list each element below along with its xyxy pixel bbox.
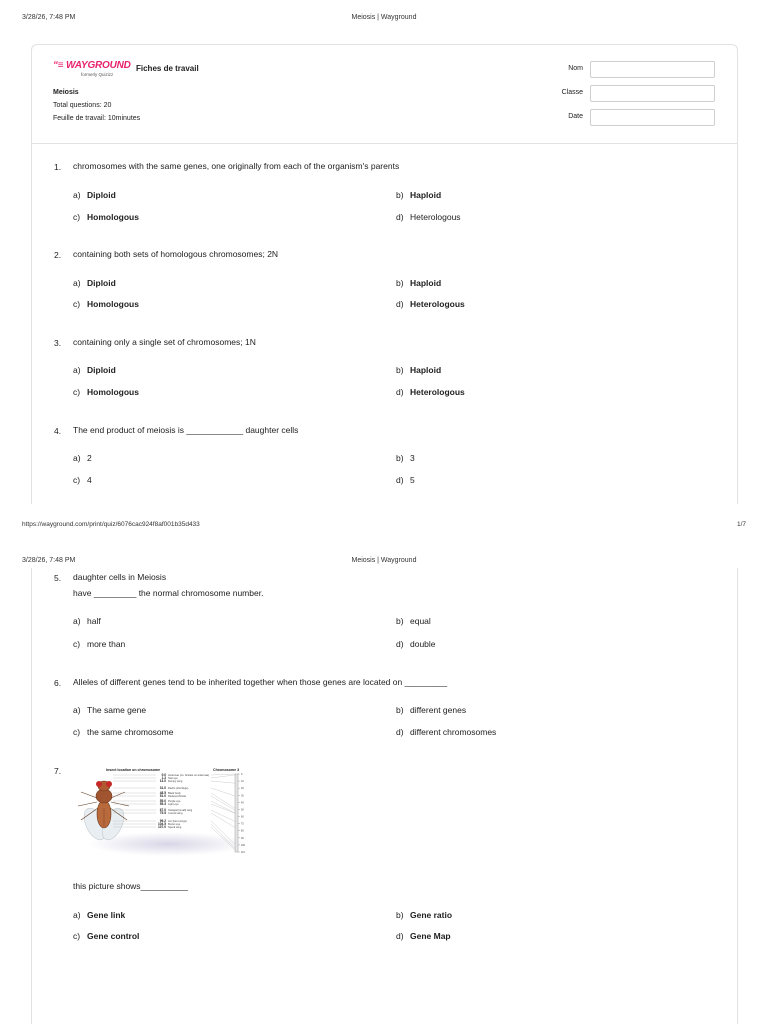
q2-option-a[interactable]: a) Diploid [73, 278, 116, 288]
gene-chromosome-link [211, 781, 235, 783]
gene-position: 107.0 [158, 825, 166, 829]
figure-title-left: Insect location on chromosome [106, 768, 161, 772]
q6-option-d[interactable]: d) different chromosomes [396, 727, 497, 737]
q4-option-c[interactable]: c) 4 [73, 475, 92, 485]
gene-label: Curved wing [168, 812, 183, 815]
wayground-logo [53, 60, 131, 77]
q1-option-d[interactable]: d) Heterologous [396, 212, 461, 222]
print-timestamp: 3/28/26, 7:48 PM [22, 14, 76, 21]
scale-label: 70 [241, 822, 244, 826]
print-url: https://wayground.com/print/quiz/6076cac924f8af001b35d433 [22, 521, 200, 528]
scale-label: 40 [241, 801, 244, 805]
q7-option-b[interactable]: b) Gene ratio [396, 910, 453, 920]
question-7-text: this picture shows__________ [73, 881, 188, 891]
total-questions: Total questions: 20 [53, 102, 112, 109]
q7-option-a[interactable]: a) Gene link [73, 910, 126, 920]
gene-label: Vestigial (small) wing [168, 809, 193, 812]
gene-label: Reduced bristle [168, 795, 187, 798]
q6-option-a[interactable]: a) The same gene [73, 705, 147, 715]
name-field[interactable] [590, 61, 715, 78]
q7-option-c[interactable]: c) Gene control [73, 931, 140, 941]
q2-option-b[interactable]: b) Haploid [396, 278, 442, 288]
scale-label: 80 [241, 829, 244, 833]
q1-option-b[interactable]: b) Haploid [396, 190, 442, 200]
worksheet-type: Fiches de travail [136, 64, 199, 73]
question-1-text: chromosomes with the same genes, one originally from each of the organism's parents [73, 161, 400, 171]
gene-map-figure [73, 764, 248, 859]
q3-option-b[interactable]: b) Haploid [396, 365, 442, 375]
gene-chromosome-link [211, 801, 235, 813]
gene-position: 55.0 [159, 799, 166, 803]
gene-chromosome-link [211, 813, 235, 828]
question-4-text: The end product of meiosis is ____________ daughter cells [73, 425, 299, 435]
gene-position: 31.0 [159, 786, 166, 790]
gene-label: Light eye [168, 803, 179, 806]
print-page-title-2: Meiosis | Wayground [351, 557, 417, 564]
scale-label: 110 [241, 851, 245, 854]
worksheet-header [31, 44, 738, 144]
gene-position: 13.0 [159, 779, 166, 783]
gene-position: 55.3 [159, 802, 166, 806]
gene-map-diagram [73, 764, 248, 859]
question-6-text: Alleles of different genes tend to be inherited together when those genes are located on _________ [73, 677, 448, 687]
q6-option-c[interactable]: c) the same chromosome [73, 727, 174, 737]
gene-label: Dumpy wing [168, 780, 183, 783]
figure-title-right: Chromosome 3 [213, 768, 240, 772]
gene-position: 48.5 [159, 791, 166, 795]
q2-option-d[interactable]: d) Heterologous [396, 299, 465, 309]
q3-option-d[interactable]: d) Heterologous [396, 387, 465, 397]
q1-option-a[interactable]: a) Diploid [73, 190, 116, 200]
logo-subtitle: formerly Quizizz [81, 72, 114, 77]
gene-label: Black body [168, 792, 181, 795]
worksheet-time: Feuille de travail: 10minutes [53, 115, 141, 122]
worksheet-title: Meiosis [53, 89, 79, 96]
q4-option-a[interactable]: a) 2 [73, 453, 92, 463]
gene-position: 75.5 [159, 811, 166, 815]
q7-option-d[interactable]: d) Gene Map [396, 931, 451, 941]
scale-label: 60 [241, 815, 244, 819]
class-label: Classe [561, 89, 583, 96]
date-field[interactable] [590, 109, 715, 126]
gene-chromosome-link [211, 793, 235, 808]
question-5-line-1: daughter cells in Meiosis [73, 572, 167, 582]
q5-option-a[interactable]: a) half [73, 616, 101, 626]
gene-position: 99.2 [159, 819, 166, 823]
question-2-number: 2. [54, 250, 62, 260]
gene-label: Brown eye [168, 823, 181, 826]
q4-option-b[interactable]: b) 3 [396, 453, 415, 463]
q6-option-b[interactable]: b) different genes [396, 705, 467, 715]
chromosome-bar [235, 774, 238, 852]
scale-label: 50 [241, 808, 244, 812]
gene-chromosome-link [211, 796, 235, 810]
scale-label: 0 [241, 773, 243, 776]
scale-label: 30 [241, 794, 244, 798]
gene-position: 51.0 [159, 794, 166, 798]
question-5-number: 5. [54, 573, 62, 583]
scale-label: 10 [241, 780, 244, 784]
scale-label: 100 [241, 843, 245, 847]
q3-option-c[interactable]: c) Homologous [73, 387, 139, 397]
gene-label: Dachs (shortlegs) [168, 787, 189, 790]
q4-option-d[interactable]: d) 5 [396, 475, 415, 485]
fruit-fly-illustration [78, 781, 129, 843]
gene-position: 104.5 [158, 822, 166, 826]
scale-label: 90 [241, 836, 244, 840]
q5-option-b[interactable]: b) equal [396, 616, 431, 626]
name-label: Nom [568, 65, 583, 72]
gene-position: 67.0 [159, 808, 166, 812]
logo-wordmark: “≡ WAYGROUND [53, 60, 131, 71]
q3-option-a[interactable]: a) Diploid [73, 365, 116, 375]
q5-option-c[interactable]: c) more than [73, 639, 126, 649]
date-label: Date [568, 113, 583, 120]
q5-option-d[interactable]: d) double [396, 639, 436, 649]
question-5-text [73, 569, 263, 601]
question-2-text: containing both sets of homologous chromosomes; 2N [73, 249, 279, 259]
gene-chromosome-link [211, 788, 235, 796]
gene-label: Purple eye [168, 800, 181, 803]
gene-label: Star eye [168, 777, 178, 780]
question-4-number: 4. [54, 426, 62, 436]
gene-label: Antennae (no. bristles on antennae) [168, 774, 210, 777]
print-page-title: Meiosis | Wayground [351, 14, 417, 21]
print-timestamp-2: 3/28/26, 7:48 PM [22, 557, 76, 564]
class-field[interactable] [590, 85, 715, 102]
question-5-line-2: have _________ the normal chromosome number. [73, 588, 264, 598]
gene-position: 0.0 [161, 773, 166, 777]
q1-option-c[interactable]: c) Homologous [73, 212, 139, 222]
q2-option-c[interactable]: c) Homologous [73, 299, 139, 309]
question-1-number: 1. [54, 162, 62, 172]
gene-label: Speck wing [168, 826, 182, 829]
page-number: 1/7 [736, 521, 746, 528]
gene-label: Arc (bent wings) [168, 820, 187, 823]
gene-chromosome-link [211, 775, 235, 778]
question-3-number: 3. [54, 338, 62, 348]
question-3-text: containing only a single set of chromosomes; 1N [73, 337, 256, 347]
gene-chromosome-link [211, 774, 235, 775]
question-6-number: 6. [54, 678, 62, 688]
gene-position: 1.3 [161, 776, 166, 780]
question-7-number: 7. [54, 766, 62, 776]
scale-label: 20 [241, 787, 244, 791]
